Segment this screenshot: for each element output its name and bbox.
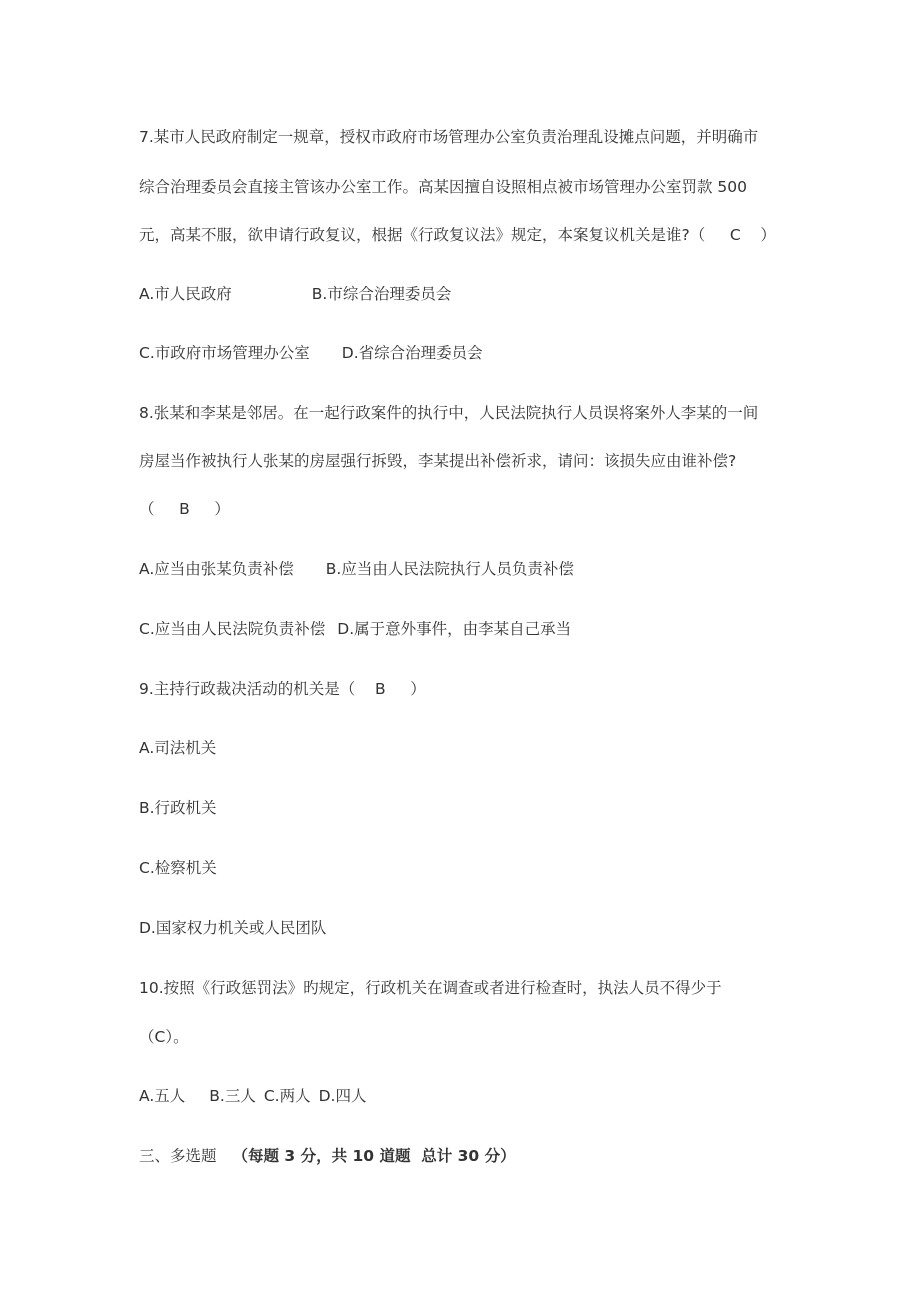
q10-option-d-text: 四人: [335, 1087, 367, 1105]
q10-option-b-label: B.: [209, 1087, 225, 1105]
section-3-detail: （每题 3 分，共 10 道题 总计 30 分）: [232, 1147, 516, 1165]
q8-option-b: B.应当由人民法院执行人员负责补偿: [325, 560, 574, 578]
q7-option-b: B.市综合治理委员会: [311, 285, 452, 303]
q10-option-c-label: C.: [263, 1087, 280, 1105]
q7-line-3: 元，高某不服，欲申请行政复议，根据《行政复议法》规定，本案复议机关是谁?（ C ）: [139, 226, 776, 244]
q10-options: [139, 1086, 367, 1106]
q8-options-ab: [139, 559, 574, 579]
q8-option-c: C.应当由人民法院负责补偿: [139, 620, 326, 638]
q7-line-1: 7.某市人民政府制定一规章，授权市政府市场管理办公室负责治理乱设摊点问题，并明确市: [139, 128, 759, 146]
q7-option-a: A.市人民政府: [139, 285, 232, 303]
q10-option-a-text: 五人: [154, 1087, 186, 1105]
q9-option-a: A.司法机关: [139, 739, 217, 757]
section-3-heading: [139, 1146, 516, 1166]
q10-number: 10.: [139, 979, 164, 997]
q10-line-2: （C）。: [139, 1028, 189, 1046]
q10-option-a-label: A.: [139, 1087, 155, 1105]
q7-options-ab: [139, 284, 451, 304]
q7-options-cd: [139, 343, 483, 363]
section-3-label: 三、多选题: [139, 1147, 217, 1165]
q10-option-c-text: 两人: [279, 1087, 311, 1105]
q9-option-d: D.国家权力机关或人民团队: [139, 919, 327, 937]
q8-line-1: 8.张某和李某是邻居。在一起行政案件的执行中，人民法院执行人员误将案外人李某的一间: [139, 404, 759, 422]
q7-line-2: 综合治理委员会直接主管该办公室工作。高某因擅自设照相点被市场管理办公室罚款 500: [139, 178, 748, 196]
q9-option-c: C.检察机关: [139, 859, 217, 877]
q8-option-d: D.属于意外事件，由李某自己承当: [337, 620, 572, 638]
q7-option-c: C.市政府市场管理办公室: [139, 344, 310, 362]
q9-option-b: B.行政机关: [139, 799, 217, 817]
q8-line-2: 房屋当作被执行人张某的房屋强行拆毁，李某提出补偿祈求，请问：该损失应由谁补偿?: [139, 452, 737, 470]
q10-option-d-label: D.: [318, 1087, 336, 1105]
q9-line-1: 9.主持行政裁决活动的机关是（ B ）: [139, 680, 426, 698]
q10-option-b-text: 三人: [224, 1087, 256, 1105]
q8-options-cd: [139, 619, 571, 639]
q8-option-a: A.应当由张某负责补偿: [139, 560, 294, 578]
q8-line-3: （ B ）: [139, 500, 230, 518]
q7-option-d: D.省综合治理委员会: [341, 344, 483, 362]
q10-question-text: 按照《行政惩罚法》旳规定，行政机关在调查或者进行检查时，执法人员不得少于: [163, 979, 722, 997]
q10-line-1: [139, 978, 722, 998]
